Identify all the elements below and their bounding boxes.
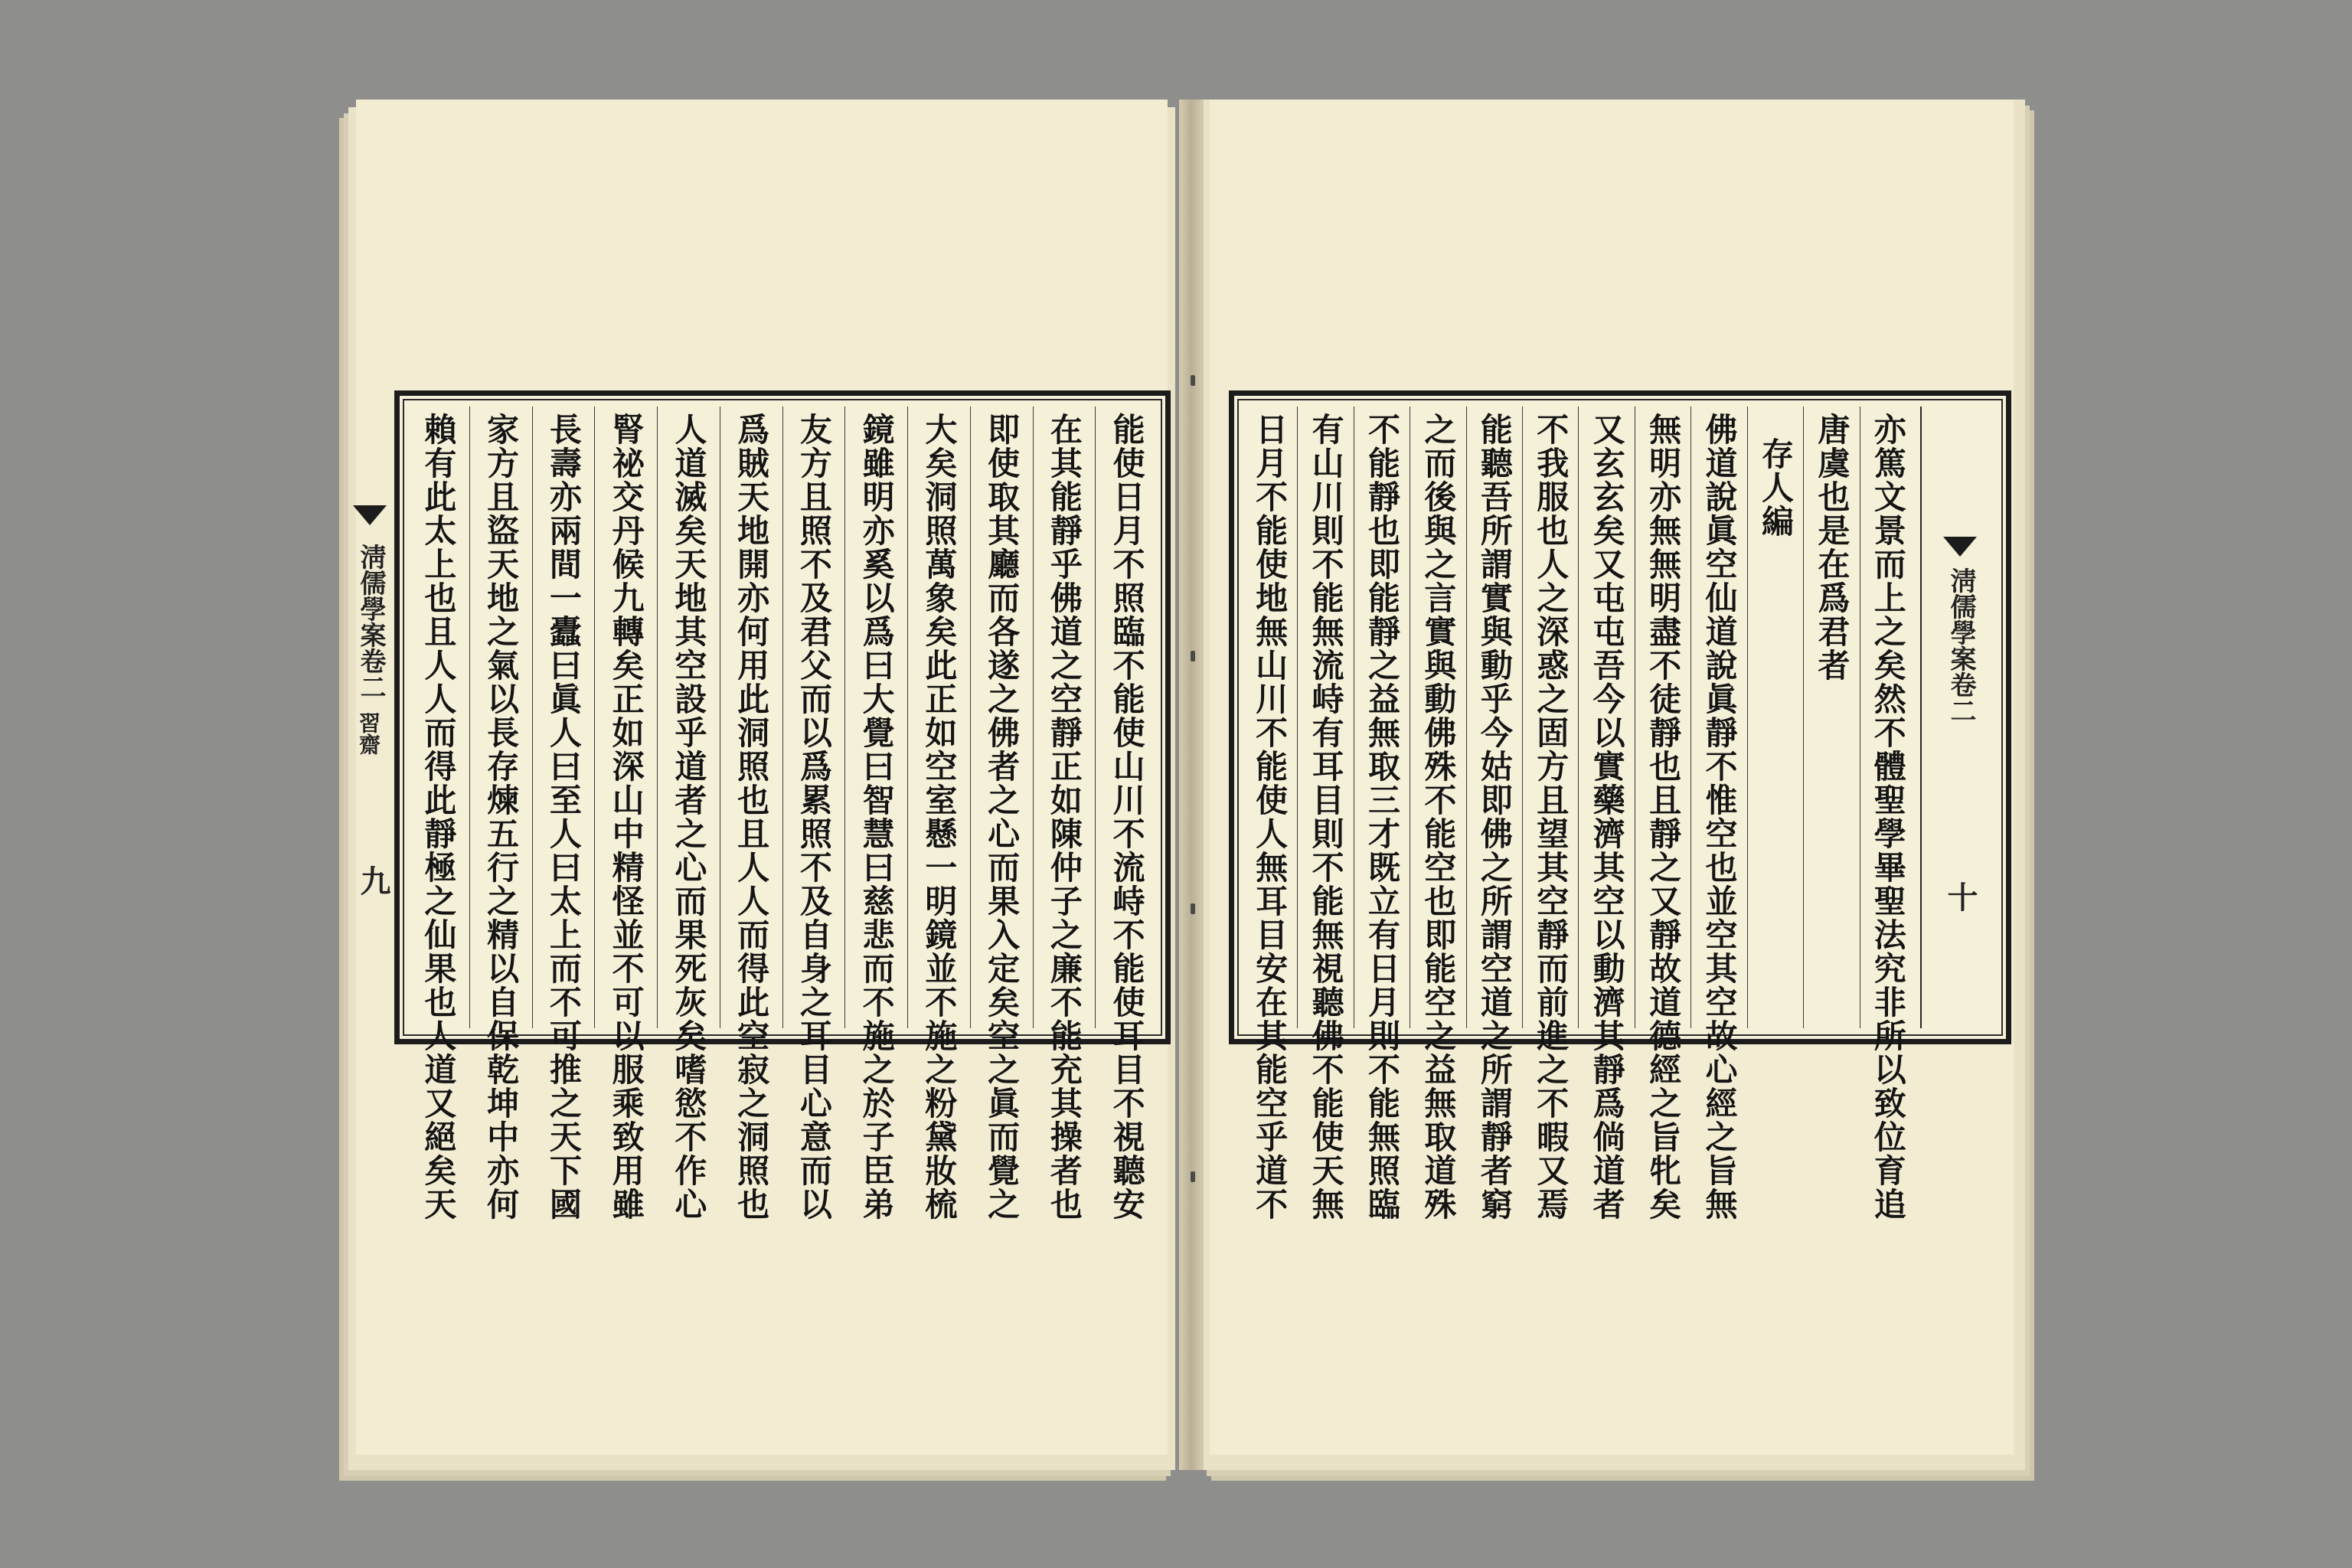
text-column <box>1578 407 1634 1221</box>
column-text: 友方且照不及君父而以爲累照不及自身之耳目心意而以 <box>795 413 833 1221</box>
column-text: 無明亦無無明盡不徒靜也且靜之又靜故道德經之旨牝矣 <box>1645 413 1683 1221</box>
column-text: 之而後與之言實與動佛殊不能空也即能空之益無取道殊 <box>1419 413 1458 1221</box>
column-text: 能使日月不照臨不能使山川不流峙不能使耳目不視聽安 <box>1108 413 1146 1221</box>
column-text: 鏡雖明亦奚以爲曰大覺曰智慧曰慈悲而不施之於子臣弟 <box>858 413 896 1221</box>
section-heading: 存人編 <box>1756 437 1795 538</box>
column-text: 佛道說眞空仙道說眞靜不惟空也並空其空故心經之旨無 <box>1700 413 1739 1221</box>
text-column <box>970 407 1033 1221</box>
text-column <box>1297 407 1353 1221</box>
text-column <box>1466 407 1522 1221</box>
banxin-folio: 九 <box>355 865 391 896</box>
text-column <box>1635 407 1690 1221</box>
book-gutter <box>1179 100 1204 1470</box>
text-column <box>1860 407 1916 1221</box>
left-text-columns <box>407 407 1158 1221</box>
column-text: 有山川則不能無流峙有耳目則不能無視聽佛不能使天無 <box>1307 413 1345 1221</box>
column-text: 即使取其廳而各遂之佛者之心而果入定矣空之眞而覺之 <box>983 413 1021 1221</box>
column-text: 唐虞也是在爲君者 <box>1813 413 1851 682</box>
column-text: 亦篤文景而上之矣然不體聖學畢聖法究非所以致位育追 <box>1869 413 1907 1221</box>
banxin-folio: 十 <box>1942 881 1978 912</box>
column-text: 賴有此太上也且人人而得此靜極之仙果也人道又絕矣天 <box>420 413 458 1221</box>
column-text: 又玄玄矣又屯屯吾今以實藥濟其空以動濟其靜爲倘道者 <box>1588 413 1626 1221</box>
column-text: 長壽亦兩間一蠹曰眞人曰至人曰太上而不可推之天下國 <box>544 413 583 1221</box>
text-column <box>844 407 907 1221</box>
text-column <box>532 407 595 1221</box>
column-text: 在其能靜乎佛道之空靜正如陳仲子之廉不能充其操者也 <box>1045 413 1083 1221</box>
right-text-columns <box>1242 407 1916 1221</box>
column-text: 人道滅矣天地其空設乎道者之心而果死灰矣嗜慾不作心 <box>670 413 708 1221</box>
stitch-hole <box>1191 375 1195 386</box>
right-text-frame <box>1229 390 2011 1221</box>
text-column <box>1354 407 1410 1221</box>
stitch-hole <box>1191 651 1195 662</box>
text-column <box>1747 407 1803 1028</box>
text-column <box>1242 407 1297 1221</box>
text-column <box>594 407 657 1221</box>
fish-tail-mark <box>1943 537 1977 557</box>
text-column <box>1095 407 1158 1221</box>
text-column <box>657 407 720 1221</box>
column-text: 日月不能使地無山川不能使人無耳目安在其能空乎道不 <box>1251 413 1289 1221</box>
column-text: 能聽吾所謂實與動乎今姑即佛之所謂空道之所謂靜者窮 <box>1475 413 1514 1221</box>
left-banxin <box>348 390 393 1044</box>
column-text: 不能靜也即能靜之益無取三才既立有日月則不能無照臨 <box>1363 413 1401 1221</box>
stitch-hole <box>1191 903 1195 914</box>
text-column <box>720 407 782 1221</box>
open-book <box>348 100 2025 1470</box>
text-column <box>407 407 469 1221</box>
banxin-title: 淸儒學案卷二 <box>1945 567 1976 724</box>
banxin-title: 淸儒學案卷二 <box>355 544 386 700</box>
fish-tail-mark <box>353 505 387 525</box>
text-column <box>907 407 970 1221</box>
left-text-frame <box>394 390 1171 1221</box>
text-column <box>1690 407 1746 1221</box>
column-text: 不我服也人之深惑之固方且望其空靜而前進之不暇又焉 <box>1532 413 1570 1221</box>
text-column <box>782 407 845 1221</box>
column-text: 家方且盜天地之氣以長存煉五行之精以自保乾坤中亦何 <box>482 413 521 1221</box>
text-column <box>1033 407 1096 1221</box>
column-text: 爲賊天地開亦何用此洞照也且人人而得此空寂之洞照也 <box>733 413 771 1221</box>
stitch-hole <box>1191 1171 1195 1182</box>
text-column <box>1522 407 1578 1221</box>
banxin-subtitle: 習齋 <box>356 712 381 755</box>
column-text: 大矣洞照萬象矣此正如空室懸一明鏡並不施之粉黛妝梳 <box>920 413 959 1221</box>
text-column <box>1803 407 1859 1028</box>
text-column <box>469 407 532 1221</box>
text-column <box>1410 407 1465 1221</box>
right-banxin <box>1920 407 1998 1028</box>
column-text: 腎祕交丹候九轉矣正如深山中精怪並不可以服乘致用雖 <box>607 413 645 1221</box>
